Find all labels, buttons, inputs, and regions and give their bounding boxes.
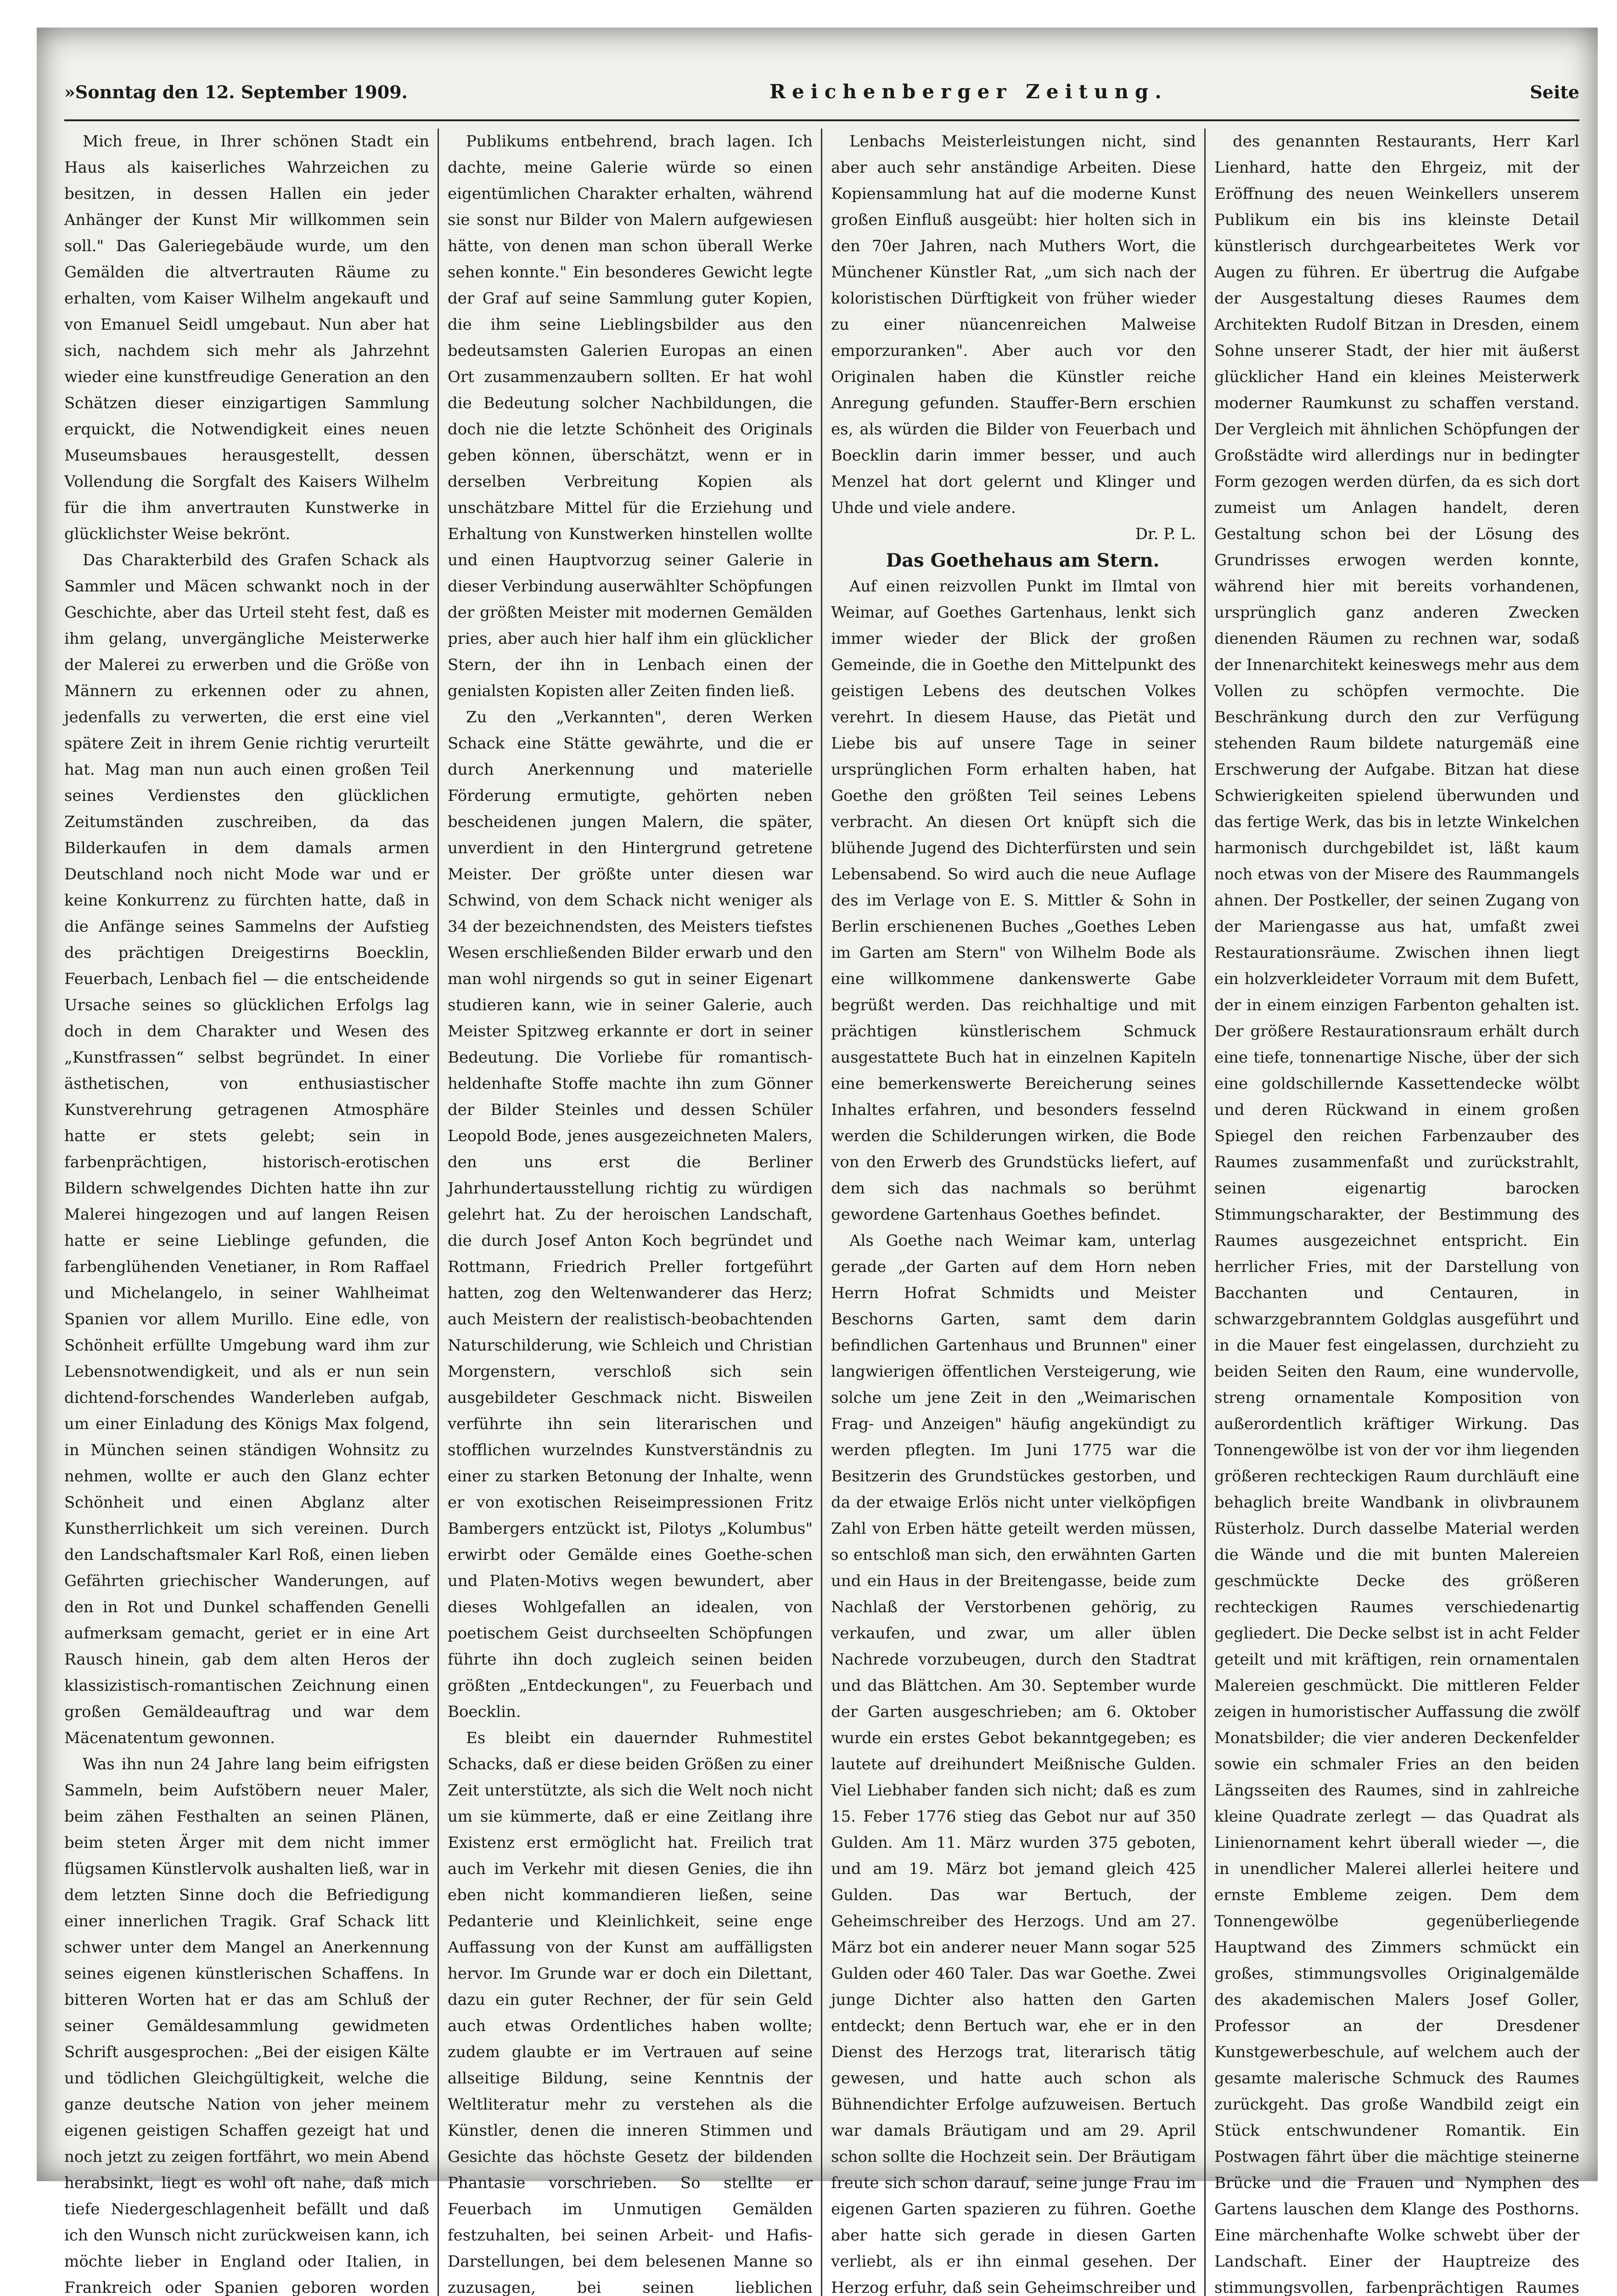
newspaper-page: [37, 28, 1598, 2296]
column-4: [1214, 129, 1579, 2296]
paragraph: Auf einen reizvollen Punkt im Ilmtal von Weimar, auf Goethes Gartenhaus, lenkt sich immer wieder der Blick der großen Gemeinde, die in Goethe den Mittelpunkt des geistigen Lebens des deutschen Volkes verehrt. In diesem Hause, das Pietät und Liebe bis auf unsere Tage in seiner ursprünglichen Form erhalten haben, hat Goethe den größten Teil seines Lebens verbracht. An diesen Ort knüpft sich die blühende Jugend des Dichterfürsten und sein Lebensabend. So wird auch die neue Auflage des im Verlage von E. S. Mittler & Sohn in Berlin erschienenen Buches „Goethes Leben im Garten am Stern" von Wilhelm Bode als eine willkommene dankenswerte Gabe begrüßt werden. Das reichhaltige und mit prächtigen künstlerischem Schmuck ausgestattete Buch hat in einzelnen Kapiteln eine bemerkenswerte Bereicherung seines Inhaltes erfahren, und besonders fesselnd werden die Schilderungen wirken, die Bode von den Erwerb des Grundstücks liefert, auf dem sich das nachmals so berühmt gewordene Gartenhaus Goethes befindet.: [831, 577, 1196, 1224]
column-2: [448, 129, 813, 2296]
column-1: [64, 129, 429, 2296]
author-signature: Dr. P. L.: [1135, 525, 1196, 543]
paragraph: Das Charakterbild des Grafen Schack als Sammler und Mäcen schwankt noch in der Geschichte, aber das Urteil steht fest, daß es ihm gelang, unvergängliche Meisterwerke der Malerei zu erwerben und die Größe von Männern zu erkennen oder zu ahnen, jedenfalls zu verwerten, die erst eine viel spätere Zeit in ihrem Genie richtig verurteilt hat. Mag man nun auch einen großen Teil seines Verdienstes den glücklichen Zeitumständen zuschreiben, da das Bilderkaufen in dem damals armen Deutschland noch nicht Mode war und er keine Konkurrenz zu fürchten hatte, daß in die Anfänge seines Sammelns der Aufstieg des prächtigen Dreigestirns Boecklin, Feuerbach, Lenbach fiel — die entscheidende Ursache seines so glücklichen Erfolgs lag doch in dem Charakter und Wesen des „Kunstfrassen“ selbst begründet. In einer ästhetischen, von enthusiastischer Kunstverehrung getragenen Atmosphäre hatte er stets gelebt; sein in farbenprächtigen, historisch-erotischen Bildern schwelgendes Dichten hatte ihn zur Malerei hingezogen und auf langen Reisen hatte er seine Lieblinge gefunden, die farbenglühenden Venetianer, in Rom Raffael und Michelangelo, in seiner Wahlheimat Spanien vor allem Murillo. Eine edle, von Schönheit erfüllte Umgebung ward ihm zur Lebensnotwendigkeit, und als er nun sein dichtend-forschendes Wanderleben aufgab, um einer Einladung des Königs Max folgend, in München seinen ständigen Wohnsitz zu nehmen, wollte er auch den Glanz echter Schönheit und einen Abglanz alter Kunstherrlichkeit um sich vereinen. Durch den Landschaftsmaler Karl Roß, einen lieben Gefährten griechischer Wanderungen, auf den in Rot und Dunkel schaffenden Genelli aufmerksam gemacht, geriet er in eine Art Rausch hinein, gab dem alten Heros der klassizistisch-romantischen Zeichnung einen großen Gemäldeauftrag und war dem Mäcenatentum gewonnen.: [64, 551, 429, 1747]
column-3: [831, 129, 1196, 2296]
article-columns: [64, 129, 1579, 2296]
header-rule: [64, 119, 1579, 121]
paragraph: Publikums entbehrend, brach lagen. Ich dachte, meine Galerie würde so einen eigentümlichen Charakter erhalten, während sie sonst nur Bilder von Malern aufgewiesen hätte, von denen man schon überall Werke sehen konnte." Ein besonderes Gewicht legte der Graf auf seine Sammlung guter Kopien, die ihm seine Lieblingsbilder aus den bedeutsamsten Galerien Europas an einen Ort zusammenzaubern sollten. Er hat wohl die Bedeutung solcher Nachbildungen, die doch nie die letzte Schönheit des Originals geben können, überschätzt, wenn er in derselben Verbreitung Kopien als unschätzbare Mittel für die Erziehung und Erhaltung von Kunstwerken hinstellen wollte und einen Hauptvorzug seiner Galerie in dieser Verbindung auserwählter Schöpfungen der größten Meister mit modernen Gemälden pries, aber auch hier half ihm ein glücklicher Stern, der ihn in Lenbach einen der genialsten Kopisten aller Zeiten finden ließ.: [448, 132, 813, 700]
page-header: [64, 80, 1579, 117]
paragraph: Lenbachs Meisterleistungen nicht, sind aber auch sehr anständige Arbeiten. Diese Kopiensammlung hat auf die moderne Kunst großen Einfluß ausgeübt: hier holten sich in den 70er Jahren, nach Muthers Wort, die Münchener Künstler Rat, „um sich nach der koloristischen Dürftigkeit von früher wieder zu einer nüancenreichen Malweise emporzuranken". Aber auch vor den Originalen haben die Künstler reiche Anregung gefunden. Stauffer-Bern erschien es, als würden die Bilder von Feuerbach und Boecklin darin immer besser, und auch Menzel hat dort gelernt und Klinger und Uhde und viele andere.: [831, 132, 1196, 517]
page-number-label: Seite: [1530, 82, 1579, 102]
paragraph: Zu den „Verkannten", deren Werken Schack eine Stätte gewährte, und die er durch Anerkennung und materielle Förderung ermutigte, gehörten neben bescheidenen jungen Malern, die später, unverdient in den Hintergrund getretene Meister. Der größte unter diesen war Schwind, von dem Schack nicht weniger als 34 der bezeichnendsten, des Meisters tiefstes Wesen erschließenden Bilder erwarb und den man wohl nirgends so gut in seiner Eigenart studieren kann, wie in seiner Galerie, auch Meister Spitzweg erkannte er dort in seiner Bedeutung. Die Vorliebe für romantisch-heldenhafte Stoffe machte ihn zum Gönner der Bilder Steinles und dessen Schüler Leopold Bode, jenes ausgezeichneten Malers, den uns erst die Berliner Jahrhundertausstellung richtig zu würdigen gelehrt hat. Zu der heroischen Landschaft, die durch Josef Anton Koch begründet und Rottmann, Friedrich Preller fortgeführt hatten, zog den Weltenwanderer das Herz; auch Meistern der realistisch-beobachtenden Naturschilderung, wie Schleich und Christian Morgenstern, verschloß sich sein ausgebildeter Geschmack nicht. Bisweilen verführte ihn sein literarischen und stofflichen wurzelndes Kunstverständnis zu einer zu starken Betonung der Inhalte, wenn er von exotischen Reiseimpressionen Fritz Bambergers entzückt ist, Pilotys „Kolumbus" erwirbt oder Gemälde eines Goethe-schen und Platen-Motivs wegen bewundert, aber dieses Wohlgefallen an idealen, von poetischem Geist durchseelten Schöpfungen führte ihn doch zugleich seinen beiden größten „Entdeckungen", zu Feuerbach und Boecklin.: [448, 708, 813, 1721]
header-date: »Sonntag den 12. September 1909.: [64, 82, 408, 102]
newspaper-masthead: Reichenberger Zeitung.: [769, 80, 1168, 103]
article-title-goethehaus: Das Goethehaus am Stern.: [886, 550, 1160, 571]
paragraph: Als Goethe nach Weimar kam, unterlag gerade „der Garten auf dem Horn neben Herrn Hofrat Schmidts und Meister Beschorns Garten, samt dem darin befindlichen Gartenhaus und Brunnen" einer langwierigen öffentlichen Versteigerung, wie solche um jene Zeit in den „Weimarischen Frag- und Anzeigen" häufig angekündigt zu werden pflegten. Im Juni 1775 war die Besitzerin des Grundstückes gestorben, und da der etwaige Erlös nicht unter vielköpfigen Zahl von Erben hätte geteilt werden müssen, so entschloß man sich, den erwähnten Garten und ein Haus in der Breitengasse, beide zum Nachlaß der Verstorbenen gehörig, zu verkaufen, und zwar, um aller üblen Nachrede vorzubeugen, durch den Stadtrat und das Blättchen. Am 30. September wurde der Garten ausgeschrieben; am 6. Oktober wurde ein erstes Gebot bekanntgegeben; es lautete auf dreihundert Meißnische Gulden. Viel Liebhaber fanden sich nicht; daß es zum 15. Feber 1776 stieg das Gebot nur auf 350 Gulden. Am 11. März wurden 375 geboten, und am 19. März bot jemand gleich 425 Gulden. Das war Bertuch, der Geheimschreiber des Herzogs. Und am 27. März bot ein anderer neuer Mann sogar 525 Gulden oder 460 Taler. Das war Goethe. Zwei junge Dichter also hatten den Garten entdeckt; denn Bertuch war, ehe er in den Dienst des Herzogs trat, literarisch tätig gewesen, und hatte auch schon als Bühnendichter Erfolge aufzuweisen. Bertuch war damals Bräutigam und am 29. April schon sollte die Hochzeit sein. Der Bräutigam freute sich schon darauf, seine junge Frau im eigenen Garten spazieren zu führen. Goethe aber hatte sich gerade in diesen Garten verliebt, als er ihn einmal gesehen. Der Herzog erfuhr, daß sein Geheimschreiber und: [831, 1232, 1196, 2296]
paragraph: Es bleibt ein dauernder Ruhmestitel Schacks, daß er diese beiden Größen zu einer Zeit unterstützte, als sich die Welt noch nicht um sie kümmerte, daß er eine Zeitlang ihre Existenz erst ermöglicht hat. Freilich trat auch im Verkehr mit diesen Genies, die ihn eben nicht kommandieren ließen, seine Pedanterie und Kleinlichkeit, seine enge Auffassung von der Kunst am auffälligsten hervor. Im Grunde war er doch ein Dilettant, dazu ein guter Rechner, der für sein Geld auch etwas Ordentliches haben wollte; zudem glaubte er im Vertrauen auf seine allseitige Bildung, seine Kenntnis der Weltliteratur mehr zu verstehen als die Künstler, denen die inneren Stimmen und Gesichte das höchste Gesetz der bildenden Phantasie vorschrieben. So stellte er Feuerbach im Unmutigen Gemälden festzuhalten, bei seinen Arbeit- und Hafis-Darstellungen, bei dem belesenen Manne so zuzusagen, bei seinen lieblichen: [448, 1729, 813, 2296]
paragraph: des genannten Restaurants, Herr Karl Lienhard, hatte den Ehrgeiz, mit der Eröffnung des neuen Weinkellers unserem Publikum ein bis ins kleinste Detail künstlerisch durchgearbeitetes Werk vor Augen zu führen. Er übertrug die Aufgabe der Ausgestaltung dieses Raumes dem Architekten Rudolf Bitzan in Dresden, einem Sohne unserer Stadt, der hier mit äußerst glücklicher Hand ein kleines Meisterwerk moderner Raumkunst zu schaffen verstand. Der Vergleich mit ähnlichen Schöpfungen der Großstädte wird allerdings nur in bedingter Form gezogen werden dürfen, da es sich dort zumeist um Anlagen handelt, deren Gestaltung schon bei der Lösung des Grundrisses erwogen werden konnte, während hier mit bereits vorhandenen, ursprünglich ganz anderen Zwecken dienenden Räumen zu rechnen war, sodaß der Innenarchitekt keineswegs mehr aus dem Vollen zu schöpfen vermochte. Die Beschränkung durch den zur Verfügung stehenden Raum bildete naturgemäß eine Erschwerung der Aufgabe. Bitzan hat diese Schwierigkeiten spielend überwunden und das fertige Werk, das bis in letzte Winkelchen harmonisch durchgebildet ist, läßt kaum noch etwas von der Misere des Raummangels ahnen. Der Postkeller, der seinen Zugang von der Mariengasse aus hat, umfaßt zwei Restaurationsräume. Zwischen ihnen liegt ein holzverkleideter Vorraum mit dem Bufett, der in einem einzigen Farbenton gehalten ist. Der größere Restaurationsraum erhält durch eine tiefe, tonnenartige Nische, über der sich eine goldschillernde Kassettendecke wölbt und deren Rückwand in einem großen Spiegel den reichen Farbenzauber des Raumes zusammenfaßt und zurückstrahlt, seinen eigenartig barocken Stimmungscharakter, der Bestimmung des Raumes ausgezeichnet entspricht. Ein herrlicher Fries, mit der Darstellung von Bacchanten und Centauren, in schwarzgebranntem Goldglas ausgeführt und in die Mauer fest eingelassen, durchzieht zu beiden Seiten den Raum, eine wundervolle, streng ornamentale Komposition von außerordentlich kräftiger Wirkung. Das Tonnengewölbe ist von der vor ihm liegenden größeren rechteckigen Raum durchläuft eine behaglich breite Wandbank in olivbraunem Rüsterholz. Durch dasselbe Material werden die Wände und die mit bunten Malereien geschmückte Decke des größeren rechteckigen Raumes verschiedenartig gegliedert. Die Decke selbst ist in acht Felder geteilt und mit kräftigen, rein ornamentalen Malereien geschmückt. Die mittleren Felder zeigen in humoristischer Auffassung die zwölf Monatsbilder; die vier anderen Deckenfelder sowie ein schmaler Fries an den beiden Längsseiten des Raumes, sind in zahlreiche kleine Quadrate zerlegt — das Quadrat als Linienornament kehrt überall wieder —, die in unendlicher Malerei allerlei heitere und ernste Embleme zeigen. Dem dem Tonnengewölbe gegenüberliegende Hauptwand des Zimmers schmückt ein großes, stimmungsvolles Originalgemälde des akademischen Malers Josef Goller, Professor an der Dresdener Kunstgewerbeschule, auf welchem auch der gesamte malerische Schmuck des Raumes zurückgeht. Das große Wandbild zeigt ein Stück entschwundener Romantik. Ein Postwagen fährt über die mächtige steinerne Brücke und die Frauen und Nymphen des Gartens lauschen dem Klange des Posthorns. Eine märchenhafte Wolke schwebt über der Landschaft. Einer der Hauptreize des stimmungsvollen, farbenprächtigen Raumes: [1214, 132, 1579, 2296]
paragraph: Was ihn nun 24 Jahre lang beim eifrigsten Sammeln, beim Aufstöbern neuer Maler, beim zähen Festhalten an seinen Plänen, beim steten Ärger mit dem nicht immer flügsamen Künstlervolk aushalten ließ, war in dem letzten Sinne doch die Befriedigung einer innerlichen Tragik. Graf Schack litt schwer unter dem Mangel an Anerkennung seines eigenen künstlerischen Schaffens. In bitteren Worten hat er das am Schluß der seiner Gemäldesammlung gewidmeten Schrift ausgesprochen: „Bei der eisigen Kälte und tödlichen Gleichgültigkeit, welche die ganze deutsche Nation von jeher meinem eigenen geistigen Schaffen gezeigt hat und noch jetzt zu zeigen fortfährt, wo mein Abend herabsinkt, liegt es wohl oft nahe, daß mich tiefe Niedergeschlagenheit befällt und daß ich den Wunsch nicht zurückweisen kann, ich möchte lieber in England oder Italien, in Frankreich oder Spanien geboren worden: [64, 1755, 429, 2296]
paragraph: Mich freue, in Ihrer schönen Stadt ein Haus als kaiserliches Wahrzeichen zu besitzen, in dessen Hallen ein jeder Anhänger der Kunst Mir willkommen sein soll." Das Galeriegebäude wurde, um den Gemälden die altvertrauten Räume zu erhalten, vom Kaiser Wilhelm angekauft und von Emanuel Seidl umgebaut. Nun aber hat sich, nachdem sich mehr als Jahrzehnt wieder eine kunstfreudige Generation an den Schätzen dieser einzigartigen Sammlung erquickt, die Notwendigkeit eines neuen Museumsbaues herausgestellt, dessen Vollendung die Sorgfalt des Kaisers Wilhelm für die ihm anvertrauten Kunstwerke in glücklichster Weise bekrönt.: [64, 132, 429, 543]
